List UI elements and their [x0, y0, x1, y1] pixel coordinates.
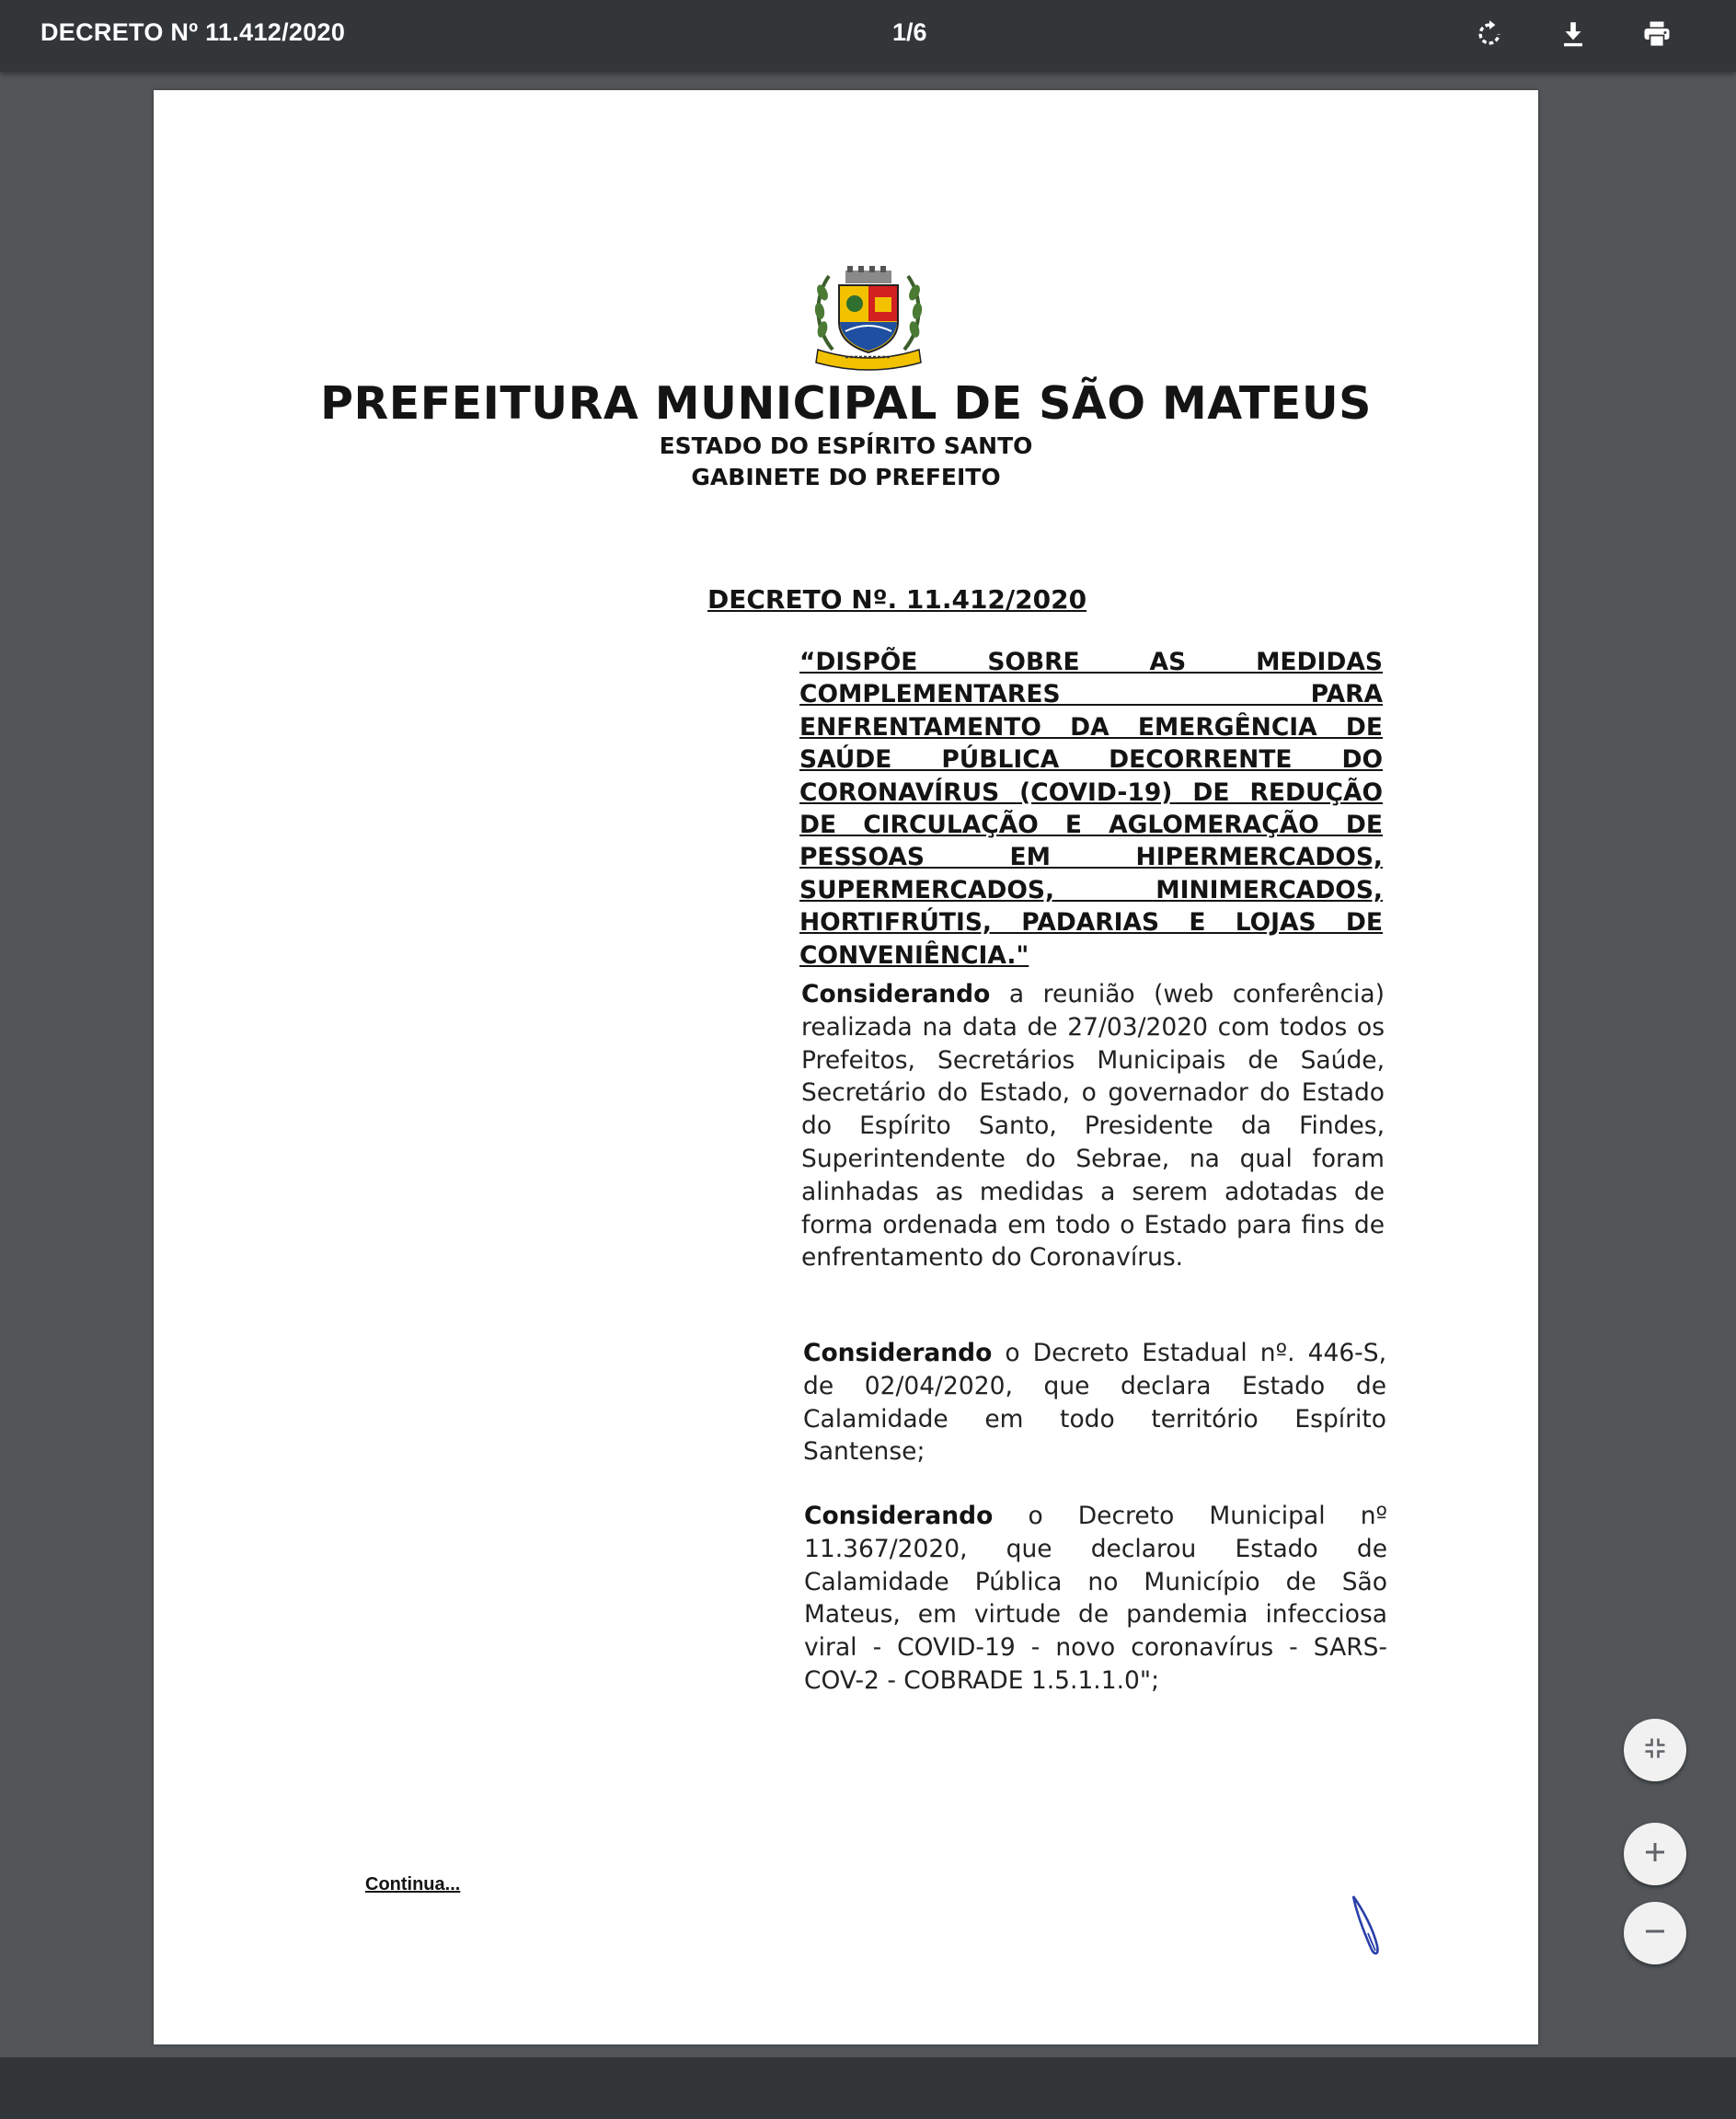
zoom-out-icon — [1641, 1917, 1669, 1950]
fit-to-page-icon — [1642, 1735, 1668, 1766]
zoom-out-button[interactable] — [1624, 1902, 1686, 1964]
zoom-in-icon — [1641, 1838, 1669, 1871]
decree-summary: “DISPÕE SOBRE AS MEDIDAS COMPLEMENTARES PARA ENFRENTAMENTO DA EMERGÊNCIA DE SAÚDE PÚBLICA DECORRENTE DO CORONAVÍRUS (COVID-19) DE REDUÇÃO DE CIRCULAÇÃO E AGLOMERAÇÃO DE PESSOAS EM HIPERMERCADOS, SUPERMERCADOS, MINIMERCADOS, HORTIFRÚTIS, PADARIAS E LOJAS DE CONVENIÊNCIA." — [799, 648, 1383, 970]
continued-note: Continua... — [365, 1874, 461, 1894]
signature-initials — [1340, 1889, 1396, 1967]
municipality-title: PREFEITURA MUNICIPAL DE SÃO MATEUS — [320, 377, 1372, 430]
zoom-in-button[interactable] — [1624, 1823, 1686, 1885]
considering-paragraph-1 — [801, 978, 1385, 1274]
considering-paragraph-3 — [804, 1500, 1387, 1698]
paragraph-text: o Decreto Municipal nº 11.367/2020, que declarou Estado de Calamidade Pública no Município de São Mateus, em virtude de pandemia infecciosa viral - COVID-19 - novo coronavírus - SARS-COV-2 - COBRADE 1.5.1.1.0"; — [804, 1502, 1387, 1695]
download-icon — [1558, 18, 1589, 50]
state-subtitle: ESTADO DO ESPÍRITO SANTO — [659, 432, 1033, 459]
considering-paragraph-2 — [803, 1337, 1386, 1468]
rotate-icon — [1474, 18, 1505, 50]
paragraph-lead: Considerando — [804, 1502, 994, 1530]
viewer-toolbar — [0, 0, 1736, 72]
page-indicator: 1/6 — [892, 18, 927, 46]
paragraph-text: a reunião (web conferência) realizada na data de 27/03/2020 com todos os Prefeitos, Secretários Municipais de Saúde, Secretário do Estado, o governador do Estado do Espírito Santo, Presidente da Findes, Superintendente do Sebrae, na qual foram alinhadas as medidas a serem adotadas de forma ordenada em todo o Estado para fins de enfrentamento do Coronavírus. — [801, 980, 1385, 1273]
document-title: DECRETO Nº 11.412/2020 — [40, 18, 346, 46]
document-page — [154, 90, 1538, 2044]
paragraph-lead: Considerando — [803, 1339, 993, 1367]
paragraph-text: o Decreto Estadual nº. 446-S, de 02/04/2020, que declara Estado de Calamidade em todo território Espírito Santense; — [803, 1339, 1386, 1467]
viewer-bottom-bar — [0, 2057, 1736, 2119]
print-button[interactable] — [1632, 9, 1682, 59]
rotate-button[interactable] — [1465, 9, 1514, 59]
download-button[interactable] — [1548, 9, 1598, 59]
print-icon — [1640, 17, 1673, 51]
office-subtitle: GABINETE DO PREFEITO — [691, 464, 1001, 490]
fit-to-page-button[interactable] — [1624, 1719, 1686, 1781]
paragraph-lead: Considerando — [801, 980, 991, 1008]
coat-of-arms-logo — [809, 265, 928, 375]
decree-number: DECRETO Nº. 11.412/2020 — [707, 584, 1087, 615]
